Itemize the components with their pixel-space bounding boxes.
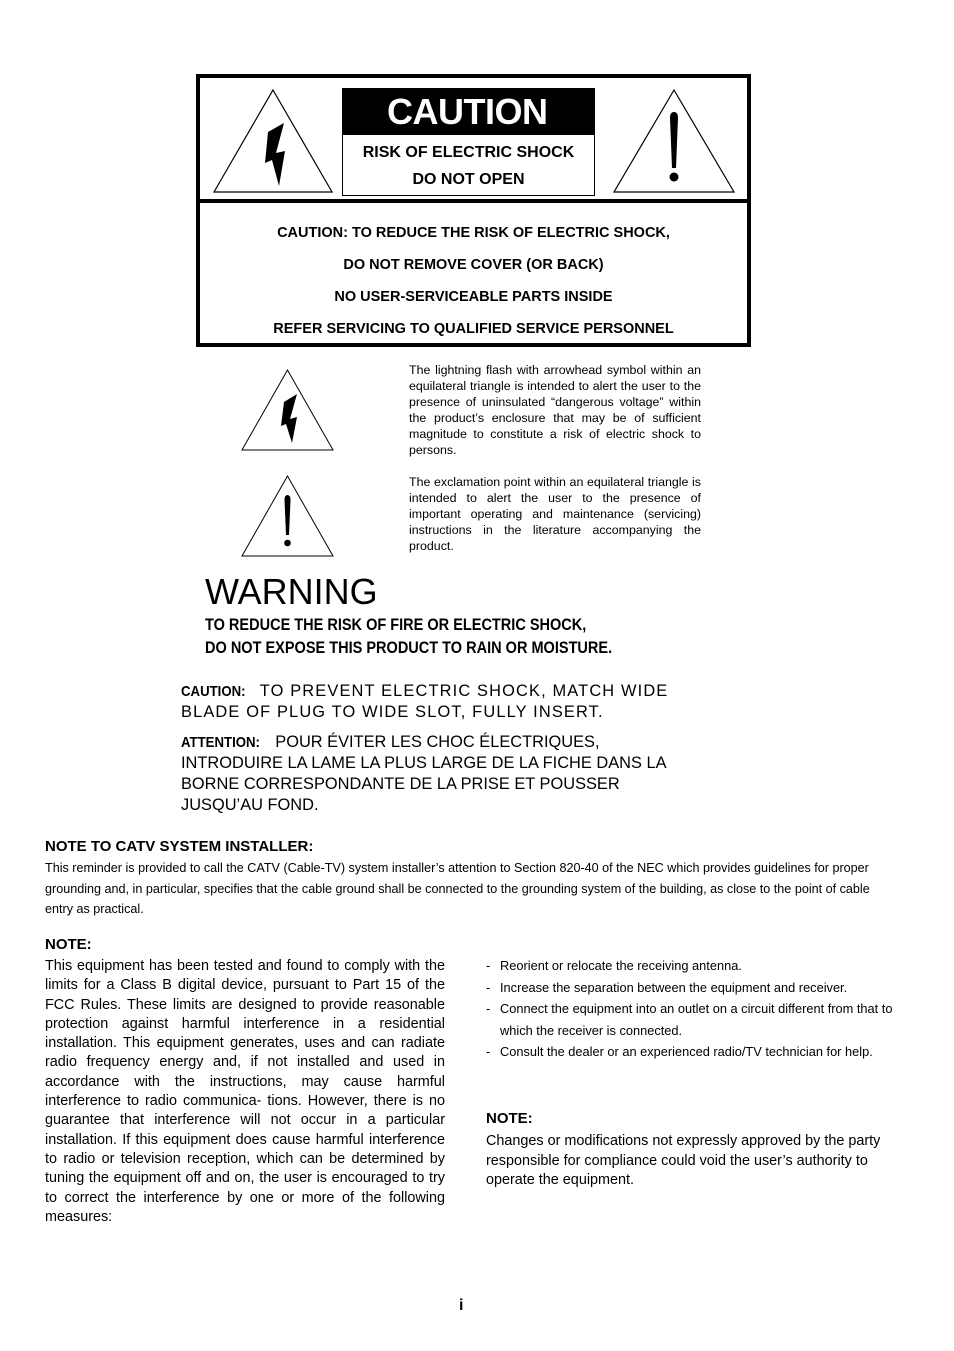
caution-line-4: REFER SERVICING TO QUALIFIED SERVICE PERSONNEL bbox=[273, 321, 674, 337]
plug-attention-label: ATTENTION: bbox=[181, 734, 260, 751]
exclamation-triangle-icon bbox=[612, 88, 736, 194]
caution-title: CAUTION bbox=[343, 89, 594, 135]
list-item: - Increase the separation between the equipment and receiver. bbox=[486, 977, 896, 999]
catv-note-heading: NOTE TO CATV SYSTEM INSTALLER: bbox=[45, 838, 314, 855]
modification-note-heading: NOTE: bbox=[486, 1110, 533, 1127]
list-item: - Consult the dealer or an experienced radio/TV technician for help. bbox=[486, 1041, 896, 1063]
warning-line-2: DO NOT EXPOSE THIS PRODUCT TO RAIN OR MOISTURE. bbox=[205, 639, 613, 657]
plug-caution-paragraph bbox=[181, 681, 702, 723]
caution-box bbox=[196, 74, 751, 347]
exclamation-triangle-icon bbox=[241, 475, 334, 557]
caution-line-1: CAUTION: TO REDUCE THE RISK OF ELECTRIC SHOCK, bbox=[277, 225, 670, 241]
exclamation-symbol-explanation: The exclamation point within an equilateral triangle is intended to alert the user to the presence of important operating and maintenance (servicing) instructions in the literature accompanying the product. bbox=[409, 475, 701, 553]
caution-line-3: NO USER-SERVICEABLE PARTS INSIDE bbox=[334, 289, 613, 305]
fcc-note-heading: NOTE: bbox=[45, 936, 92, 953]
plug-caution-text: TO PREVENT ELECTRIC SHOCK, MATCH WIDE BLADE OF PLUG TO WIDE SLOT, FULLY INSERT. bbox=[181, 682, 669, 721]
fcc-note-body: This equipment has been tested and found to comply with the limits for a Class B digital device, pursuant to Part 15 of the FCC Rules. These limits are designed to provide reasonable protection against harmful interference in a residential installation. This equipment generates, uses and can radiate radio frequency energy and, if not installed and used in accordance with the instructions, may cause harmful interference to radio communica- tions. However, there is no guarantee that interference will not occur in a particular installation. If this equipment does cause harmful interference to radio or television reception, which can be determined by tuning the equipment off and on, the user is encouraged to try to correct the interference by one or more of the following measures: bbox=[45, 958, 445, 1225]
modification-note-body: Changes or modifications not expressly approved by the party responsible for compliance could void the user’s authority to operate the equipment. bbox=[486, 1133, 881, 1189]
caution-subtitle-line1: RISK OF ELECTRIC SHOCK bbox=[362, 144, 575, 161]
list-item: - Connect the equipment into an outlet on a circuit different from that to which the receiver is connected. bbox=[486, 998, 896, 1041]
caution-subtitle-line2: DO NOT OPEN bbox=[412, 171, 525, 188]
caution-line-2: DO NOT REMOVE COVER (OR BACK) bbox=[343, 257, 604, 273]
caution-box-header bbox=[200, 78, 747, 203]
plug-attention-text: POUR ÉVITER LES CHOC ÉLECTRIQUES, INTRODUIRE LA LAME LA PLUS LARGE DE LA FICHE DANS LA BORNE CORRESPONDANTE DE LA PRISE ET POUSSER JUSQU’AU FOND. bbox=[181, 733, 666, 814]
plug-attention-paragraph bbox=[181, 732, 702, 816]
interference-measures-list bbox=[486, 955, 896, 1063]
catv-note-body: This reminder is provided to call the CATV (Cable-TV) system installer’s attention to Section 820-40 of the NEC which provides guidelines for proper grounding and, in particular, specifies that the cable ground shall be connected to the grounding system of the building, as close to the point of cable entry as practical. bbox=[45, 861, 870, 916]
warning-line-1: TO REDUCE THE RISK OF FIRE OR ELECTRIC SHOCK, bbox=[205, 616, 587, 634]
warning-title: WARNING bbox=[205, 571, 378, 612]
lightning-triangle-icon bbox=[241, 369, 334, 451]
plug-caution-label: CAUTION: bbox=[181, 683, 246, 700]
lightning-symbol-explanation: The lightning flash with arrowhead symbol within an equilateral triangle is intended to alert the user to the presence of uninsulated “dangerous voltage” within the product’s enclosure that may be of sufficient magnitude to constitute a risk of electric shock to persons. bbox=[409, 363, 701, 457]
lightning-triangle-icon bbox=[212, 88, 334, 194]
list-item: - Reorient or relocate the receiving antenna. bbox=[486, 955, 896, 977]
page-number: i bbox=[459, 1297, 464, 1314]
caution-label-block bbox=[342, 88, 595, 196]
